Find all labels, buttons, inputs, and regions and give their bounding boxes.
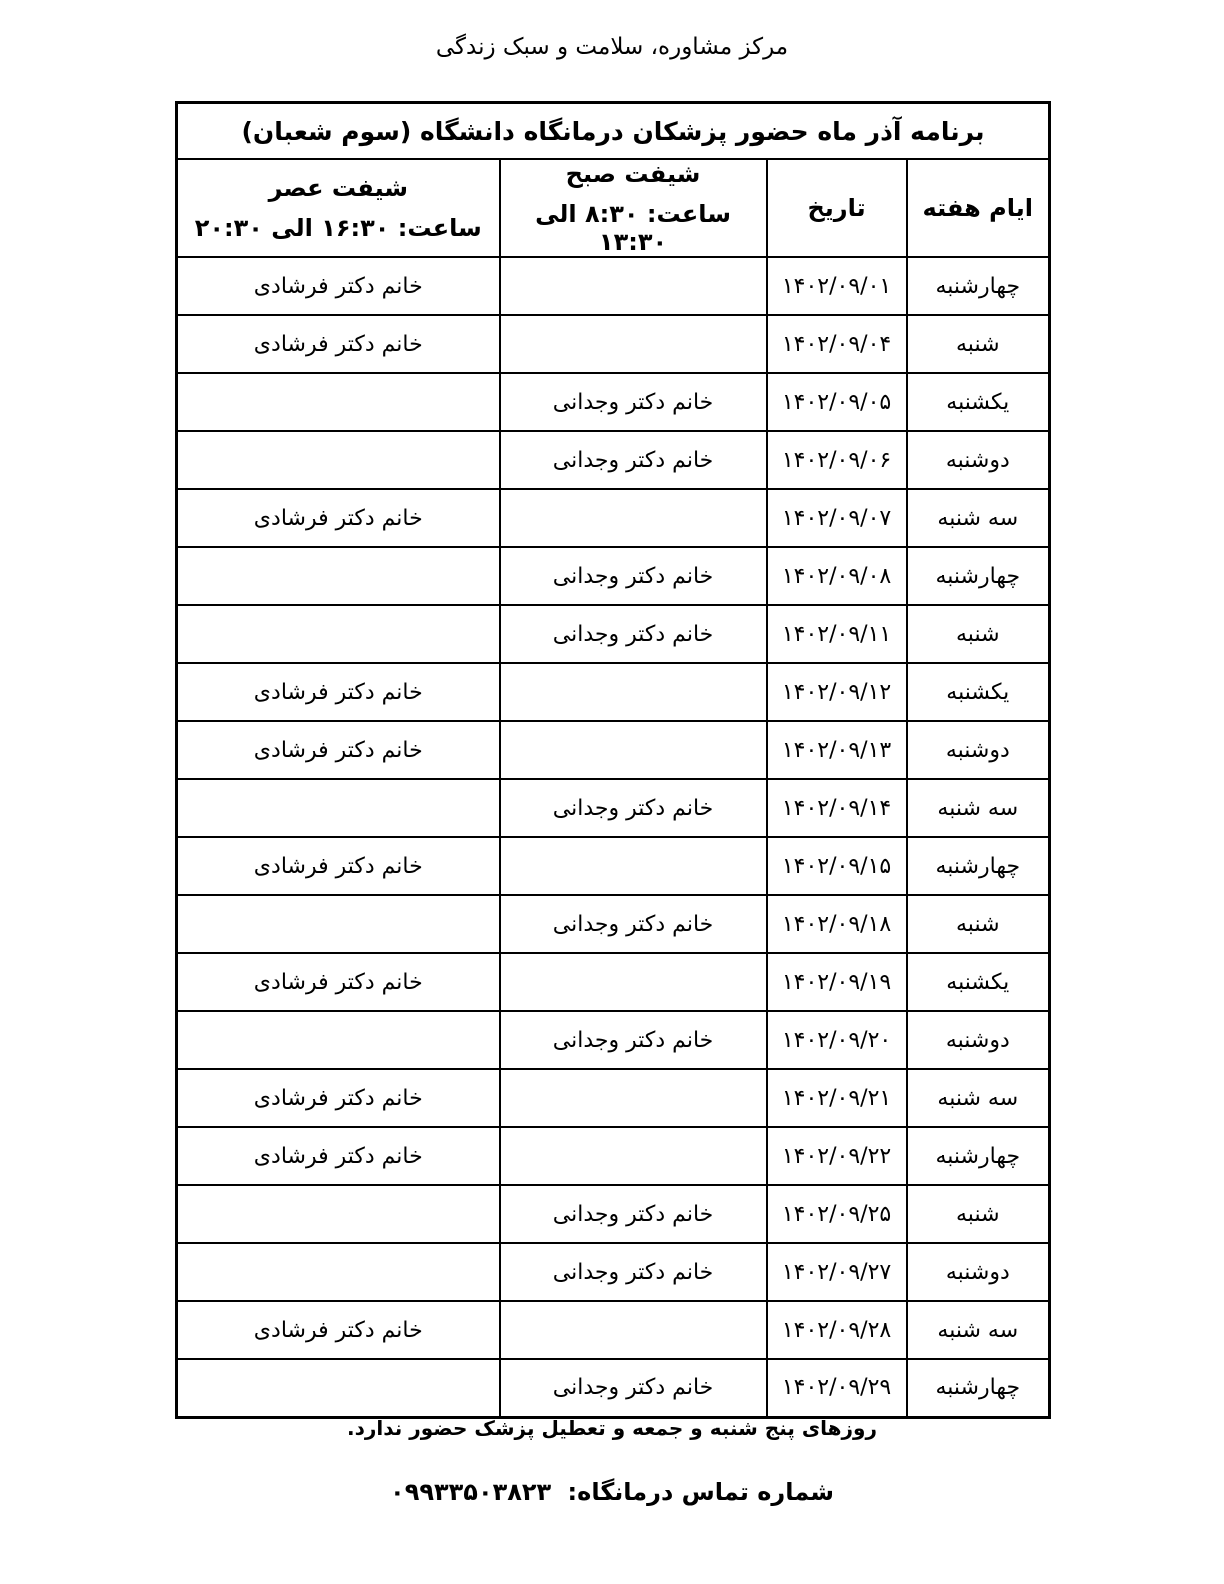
day-cell: شنبه — [907, 895, 1050, 953]
date-cell: ۱۴۰۲/۰۹/۱۳ — [767, 721, 907, 779]
day-cell: یکشنبه — [907, 953, 1050, 1011]
table-row — [177, 315, 1050, 373]
table-row — [177, 721, 1050, 779]
date-cell: ۱۴۰۲/۰۹/۲۲ — [767, 1127, 907, 1185]
morning-shift-cell — [500, 663, 767, 721]
table-row — [177, 1359, 1050, 1417]
evening-shift-cell: خانم دکتر فرشادی — [177, 257, 500, 315]
date-cell: ۱۴۰۲/۰۹/۰۸ — [767, 547, 907, 605]
evening-shift-title: شیفت عصر — [268, 174, 408, 202]
evening-shift-cell: خانم دکتر فرشادی — [177, 837, 500, 895]
morning-shift-cell — [500, 257, 767, 315]
day-cell: دوشنبه — [907, 1243, 1050, 1301]
morning-shift-cell: خانم دکتر وجدانی — [500, 547, 767, 605]
date-cell: ۱۴۰۲/۰۹/۱۵ — [767, 837, 907, 895]
morning-shift-cell: خانم دکتر وجدانی — [500, 1243, 767, 1301]
date-cell: ۱۴۰۲/۰۹/۰۴ — [767, 315, 907, 373]
date-cell: ۱۴۰۲/۰۹/۰۷ — [767, 489, 907, 547]
header-day — [907, 159, 1050, 257]
header-day-label: ایام هفته — [922, 194, 1034, 222]
day-cell: چهارشنبه — [907, 257, 1050, 315]
evening-shift-cell: خانم دکتر فرشادی — [177, 489, 500, 547]
day-cell: یکشنبه — [907, 373, 1050, 431]
day-cell: سه شنبه — [907, 779, 1050, 837]
evening-shift-cell — [177, 1011, 500, 1069]
date-cell: ۱۴۰۲/۰۹/۲۷ — [767, 1243, 907, 1301]
day-cell: شنبه — [907, 315, 1050, 373]
schedule-table — [175, 101, 1051, 1419]
morning-shift-cell: خانم دکتر وجدانی — [500, 605, 767, 663]
morning-shift-cell — [500, 315, 767, 373]
table-row — [177, 489, 1050, 547]
date-cell: ۱۴۰۲/۰۹/۱۸ — [767, 895, 907, 953]
table-row — [177, 605, 1050, 663]
day-cell: شنبه — [907, 1185, 1050, 1243]
table-row — [177, 257, 1050, 315]
evening-shift-cell: خانم دکتر فرشادی — [177, 1301, 500, 1359]
evening-shift-hours: ساعت: ۱۶:۳۰ الی ۲۰:۳۰ — [194, 214, 482, 242]
day-cell: چهارشنبه — [907, 1359, 1050, 1417]
date-cell: ۱۴۰۲/۰۹/۲۰ — [767, 1011, 907, 1069]
table-header-row — [177, 159, 1050, 257]
day-cell: چهارشنبه — [907, 1127, 1050, 1185]
table-row — [177, 1127, 1050, 1185]
table-row — [177, 431, 1050, 489]
date-cell: ۱۴۰۲/۰۹/۲۹ — [767, 1359, 907, 1417]
clinic-phone-label: شماره تماس درمانگاه: — [567, 1478, 834, 1506]
evening-shift-cell — [177, 1185, 500, 1243]
evening-shift-cell — [177, 779, 500, 837]
evening-shift-cell: خانم دکتر فرشادی — [177, 1127, 500, 1185]
morning-shift-cell — [500, 721, 767, 779]
table-title-row — [177, 103, 1050, 160]
evening-shift-cell — [177, 1359, 500, 1417]
table-row — [177, 953, 1050, 1011]
evening-shift-cell — [177, 547, 500, 605]
clinic-phone-number: ۰۹۹۳۳۵۰۳۸۲۳ — [390, 1478, 552, 1506]
day-cell: سه شنبه — [907, 1301, 1050, 1359]
day-cell: یکشنبه — [907, 663, 1050, 721]
evening-shift-cell: خانم دکتر فرشادی — [177, 721, 500, 779]
evening-shift-cell — [177, 1243, 500, 1301]
day-cell: دوشنبه — [907, 431, 1050, 489]
table-row — [177, 779, 1050, 837]
table-row — [177, 547, 1050, 605]
morning-shift-cell — [500, 953, 767, 1011]
table-row — [177, 373, 1050, 431]
date-cell: ۱۴۰۲/۰۹/۰۵ — [767, 373, 907, 431]
morning-shift-hours: ساعت: ۸:۳۰ الی ۱۳:۳۰ — [535, 200, 731, 256]
day-cell: شنبه — [907, 605, 1050, 663]
day-cell: چهارشنبه — [907, 837, 1050, 895]
day-cell: چهارشنبه — [907, 547, 1050, 605]
date-cell: ۱۴۰۲/۰۹/۰۱ — [767, 257, 907, 315]
evening-shift-cell: خانم دکتر فرشادی — [177, 953, 500, 1011]
table-row — [177, 1301, 1050, 1359]
header-morning-shift — [500, 159, 767, 257]
morning-shift-cell — [500, 1127, 767, 1185]
morning-shift-cell — [500, 837, 767, 895]
day-cell: سه شنبه — [907, 489, 1050, 547]
day-cell: دوشنبه — [907, 1011, 1050, 1069]
footnote: روزهای پنج شنبه و جمعه و تعطیل پزشک حضور ندارد. — [346, 1416, 877, 1440]
morning-shift-cell: خانم دکتر وجدانی — [500, 1359, 767, 1417]
table-row — [177, 895, 1050, 953]
date-cell: ۱۴۰۲/۰۹/۱۹ — [767, 953, 907, 1011]
table-row — [177, 837, 1050, 895]
morning-shift-cell: خانم دکتر وجدانی — [500, 431, 767, 489]
morning-shift-cell — [500, 489, 767, 547]
table-title: برنامه آذر ماه حضور پزشکان درمانگاه دانشگاه (سوم شعبان) — [177, 103, 1050, 160]
morning-shift-cell: خانم دکتر وجدانی — [500, 373, 767, 431]
table-row — [177, 1243, 1050, 1301]
table-row — [177, 1011, 1050, 1069]
evening-shift-cell — [177, 895, 500, 953]
date-cell: ۱۴۰۲/۰۹/۱۱ — [767, 605, 907, 663]
header-evening-shift — [177, 159, 500, 257]
table-row — [177, 663, 1050, 721]
table-row — [177, 1185, 1050, 1243]
date-cell: ۱۴۰۲/۰۹/۲۸ — [767, 1301, 907, 1359]
day-cell: دوشنبه — [907, 721, 1050, 779]
morning-shift-title: شیفت صبح — [565, 160, 701, 188]
evening-shift-cell: خانم دکتر فرشادی — [177, 315, 500, 373]
date-cell: ۱۴۰۲/۰۹/۲۱ — [767, 1069, 907, 1127]
morning-shift-cell: خانم دکتر وجدانی — [500, 1185, 767, 1243]
date-cell: ۱۴۰۲/۰۹/۱۴ — [767, 779, 907, 837]
evening-shift-cell — [177, 431, 500, 489]
date-cell: ۱۴۰۲/۰۹/۰۶ — [767, 431, 907, 489]
evening-shift-cell — [177, 605, 500, 663]
morning-shift-cell — [500, 1301, 767, 1359]
morning-shift-cell — [500, 1069, 767, 1127]
header-date-label: تاریخ — [807, 194, 866, 222]
morning-shift-cell: خانم دکتر وجدانی — [500, 1011, 767, 1069]
page-title: مرکز مشاوره، سلامت و سبک زندگی — [435, 34, 789, 60]
table-row — [177, 1069, 1050, 1127]
evening-shift-cell — [177, 373, 500, 431]
evening-shift-cell: خانم دکتر فرشادی — [177, 1069, 500, 1127]
evening-shift-cell: خانم دکتر فرشادی — [177, 663, 500, 721]
date-cell: ۱۴۰۲/۰۹/۱۲ — [767, 663, 907, 721]
header-date — [767, 159, 907, 257]
day-cell: سه شنبه — [907, 1069, 1050, 1127]
clinic-phone-line — [0, 1478, 1224, 1506]
morning-shift-cell: خانم دکتر وجدانی — [500, 895, 767, 953]
morning-shift-cell: خانم دکتر وجدانی — [500, 779, 767, 837]
date-cell: ۱۴۰۲/۰۹/۲۵ — [767, 1185, 907, 1243]
